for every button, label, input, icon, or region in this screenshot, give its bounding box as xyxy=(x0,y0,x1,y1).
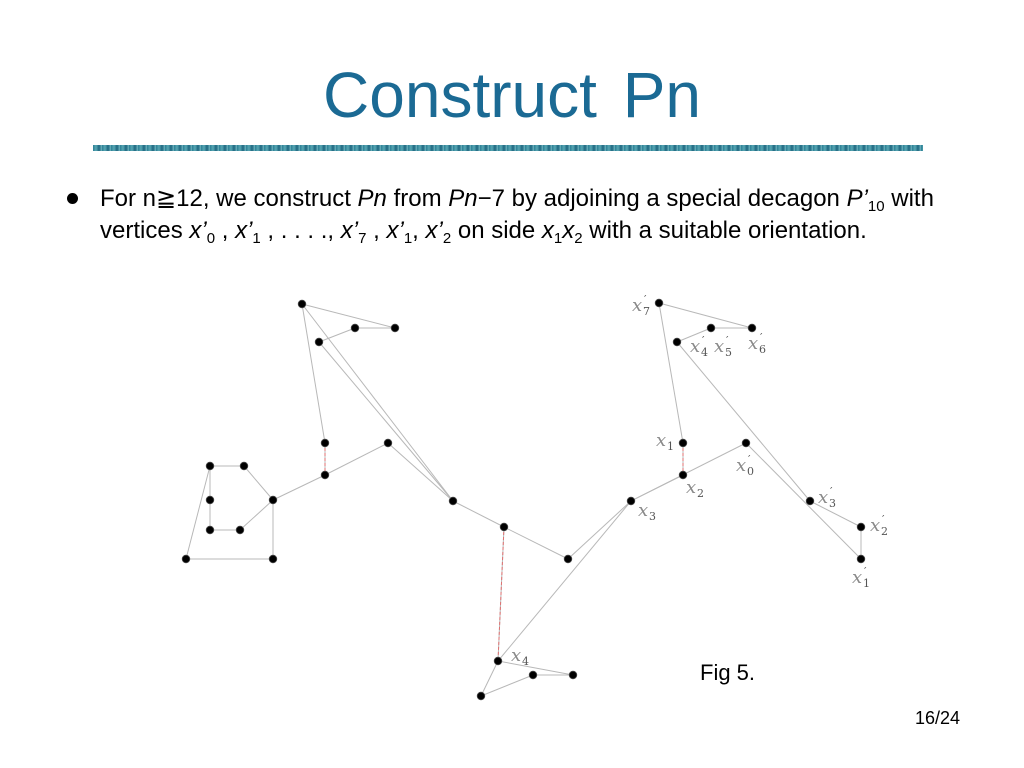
vertex-dot xyxy=(679,439,687,447)
label-prime: ′ xyxy=(864,565,867,578)
vertex-dot xyxy=(742,439,750,447)
label-base: x xyxy=(714,336,725,357)
text-seg: , xyxy=(366,217,387,244)
vertex-dot xyxy=(477,692,485,700)
red-edge-group xyxy=(325,443,683,661)
vertex-label-x3 xyxy=(638,500,656,523)
label-base: x xyxy=(632,295,643,316)
label-subscript: 6 xyxy=(759,343,766,356)
edge xyxy=(631,475,683,501)
label-base: x xyxy=(686,477,697,498)
edge xyxy=(319,328,355,342)
label-prime: ′ xyxy=(644,293,647,306)
label-base: x xyxy=(656,430,667,451)
text-seg: x xyxy=(541,217,554,244)
vertex-label-x2 xyxy=(686,477,704,500)
text-seg: x’ xyxy=(189,217,207,244)
edge xyxy=(746,443,861,559)
edge xyxy=(388,443,453,501)
text-seg: , xyxy=(215,217,236,244)
label-subscript: 3 xyxy=(829,497,836,510)
vertex-label-x6p xyxy=(748,331,766,356)
label-subscript: 3 xyxy=(649,510,656,523)
edge xyxy=(659,303,752,328)
vertex-group xyxy=(182,299,865,700)
vertex-dot xyxy=(707,324,715,332)
vertex-dot xyxy=(857,555,865,563)
vertex-label-x1 xyxy=(656,430,674,453)
figure-caption: Fig 5. xyxy=(700,660,756,685)
vertex-dot xyxy=(529,671,537,679)
vertex-dot xyxy=(569,671,577,679)
vertex-dot xyxy=(206,462,214,470)
text-sub: 1 xyxy=(252,230,261,247)
vertex-label-x7p xyxy=(632,293,650,318)
vertex-dot xyxy=(315,338,323,346)
vertex-label-x5p xyxy=(714,334,732,359)
label-base: x xyxy=(818,487,829,508)
label-subscript: 2 xyxy=(881,525,888,538)
vertex-dot xyxy=(673,338,681,346)
edge xyxy=(453,501,504,527)
vertex-dot xyxy=(206,496,214,504)
edge xyxy=(319,342,453,501)
text-seg: on side xyxy=(451,217,542,244)
label-subscript: 7 xyxy=(643,305,650,318)
vertex-dot xyxy=(269,496,277,504)
label-prime: ′ xyxy=(760,331,763,344)
text-seg: x’ xyxy=(425,217,443,244)
vertex-dot xyxy=(206,526,214,534)
label-base: x xyxy=(690,336,701,357)
label-prime: ′ xyxy=(882,513,885,526)
edge xyxy=(481,675,533,696)
vertex-label-x3p xyxy=(818,485,836,510)
vertex-label-x2p xyxy=(870,513,888,538)
label-subscript: 4 xyxy=(701,346,708,359)
text-seg: x’ xyxy=(386,217,404,244)
label-base: x xyxy=(638,500,649,521)
vertex-dot xyxy=(500,523,508,531)
text-seg: Pn xyxy=(448,185,478,212)
vertex-label-x4 xyxy=(511,645,529,668)
text-sub: 2 xyxy=(442,230,452,247)
label-base: x xyxy=(852,567,863,588)
edge xyxy=(659,303,683,443)
vertex-dot xyxy=(298,300,306,308)
vertex-label-x4p xyxy=(690,334,708,359)
label-base: x xyxy=(736,455,747,476)
edge-group xyxy=(186,303,861,696)
vertex-dot xyxy=(351,324,359,332)
page-number: 16/24 xyxy=(915,708,961,728)
vertex-dot xyxy=(236,526,244,534)
vertex-label-x0p xyxy=(736,453,754,478)
text-seg: with a suitable orientation. xyxy=(582,217,867,244)
text-sub: 1 xyxy=(403,230,413,247)
edge xyxy=(498,501,631,661)
edge xyxy=(302,304,395,328)
label-subscript: 1 xyxy=(863,577,870,590)
label-prime: ′ xyxy=(702,334,705,347)
text-sub: 2 xyxy=(574,230,583,247)
text-sub: 7 xyxy=(358,230,367,247)
text-sub: 10 xyxy=(867,198,885,215)
text-seg: , . . . ., xyxy=(260,217,341,244)
label-base: x xyxy=(870,515,881,536)
vertex-dot xyxy=(391,324,399,332)
vertex-dot xyxy=(269,555,277,563)
label-group xyxy=(511,293,888,668)
text-seg: , xyxy=(412,217,426,244)
vertex-dot xyxy=(857,523,865,531)
vertex-dot xyxy=(321,439,329,447)
edge xyxy=(677,342,810,501)
edge xyxy=(186,466,210,559)
slide-title: Construct Pn xyxy=(323,59,701,131)
vertex-dot xyxy=(655,299,663,307)
edge xyxy=(325,443,388,475)
vertex-dot xyxy=(564,555,572,563)
vertex-dot xyxy=(627,497,635,505)
text-seg: from xyxy=(386,185,449,212)
text-seg: x’ xyxy=(235,217,253,244)
text-seg: Pn xyxy=(357,185,387,212)
vertex-dot xyxy=(806,497,814,505)
label-base: x xyxy=(748,333,759,354)
label-subscript: 5 xyxy=(725,346,732,359)
edge xyxy=(273,475,325,500)
text-seg: For n≧12, we construct xyxy=(100,185,358,212)
label-prime: ′ xyxy=(830,485,833,498)
vertex-label-x1p xyxy=(852,565,870,590)
text-seg: P’ xyxy=(846,185,868,212)
label-subscript: 0 xyxy=(747,465,754,478)
edge xyxy=(504,527,568,559)
text-seg: with vertices xyxy=(100,185,934,244)
label-subscript: 2 xyxy=(697,487,704,500)
text-sub: 0 xyxy=(206,230,216,247)
label-prime: ′ xyxy=(726,334,729,347)
edge xyxy=(568,501,631,559)
edge xyxy=(244,466,273,500)
label-subscript: 1 xyxy=(667,440,674,453)
vertex-dot xyxy=(321,471,329,479)
text-sub: 1 xyxy=(553,230,563,247)
edge xyxy=(481,661,498,696)
text-seg: x’ xyxy=(340,217,359,244)
label-base: x xyxy=(511,645,522,666)
text-seg: x xyxy=(562,217,575,244)
vertex-dot xyxy=(449,497,457,505)
text-seg: −7 by adjoining a special decagon xyxy=(477,185,847,212)
vertex-dot xyxy=(494,657,502,665)
vertex-dot xyxy=(384,439,392,447)
vertex-dot xyxy=(748,324,756,332)
vertex-dot xyxy=(240,462,248,470)
label-subscript: 4 xyxy=(522,655,529,668)
edge xyxy=(240,500,273,530)
edge xyxy=(302,304,325,443)
label-prime: ′ xyxy=(748,453,751,466)
vertex-dot xyxy=(182,555,190,563)
